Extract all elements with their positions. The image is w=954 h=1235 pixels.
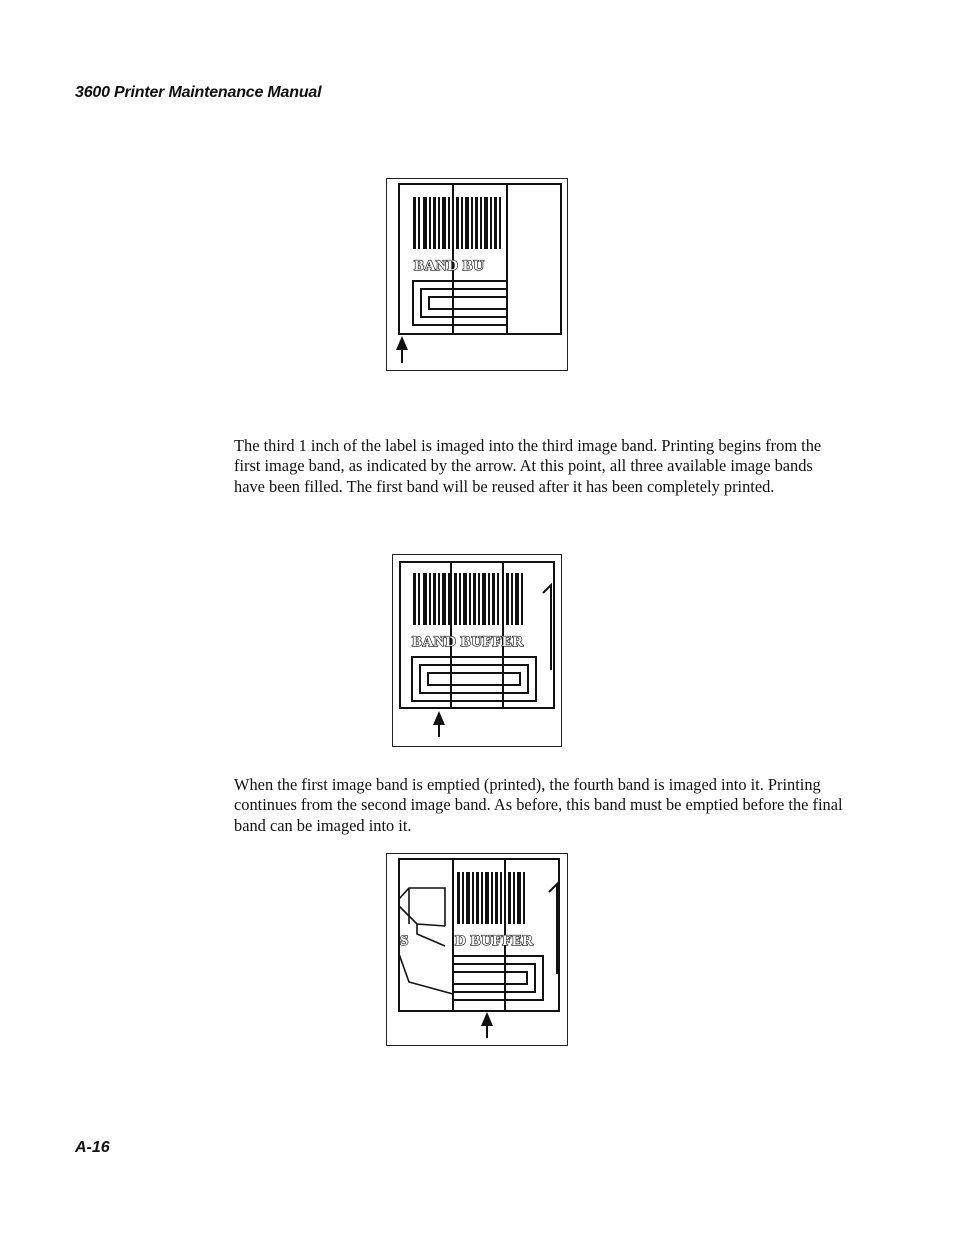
paragraph-2: When the first image band is emptied (printed), the fourth band is imaged into it. Printing continues from the second image band. As before, this band must be emptied before the final band can be imaged into it.	[234, 775, 843, 835]
print-arrow-icon	[481, 1012, 493, 1038]
barcode	[457, 872, 525, 924]
spiral-pattern	[453, 956, 543, 1000]
band-buffer-figure-3	[386, 853, 568, 1046]
figure-label-left: S	[400, 933, 409, 949]
band-buffer-figure-1	[386, 178, 568, 371]
barcode	[413, 197, 501, 249]
paragraph-1: The third 1 inch of the label is imaged into the third image band. Printing begins from the first image band, as indicated by the arrow. At this point, all three available image bands have been filled. The first band will be reused after it has been completely printed.	[234, 436, 822, 496]
spiral-pattern	[412, 657, 536, 701]
print-arrow-icon	[396, 336, 408, 363]
spiral-pattern	[413, 281, 507, 325]
barcode	[413, 573, 523, 625]
figure-label-right: D BUFFER	[455, 933, 534, 949]
print-arrow-icon	[433, 711, 445, 737]
running-header: 3600 Printer Maintenance Manual	[75, 84, 322, 101]
figure-label: BAND BU	[414, 258, 485, 274]
band-buffer-figure-2	[392, 554, 562, 747]
page-number: A-16	[75, 1139, 110, 1156]
figure-label: BAND BUFFER	[412, 634, 524, 650]
